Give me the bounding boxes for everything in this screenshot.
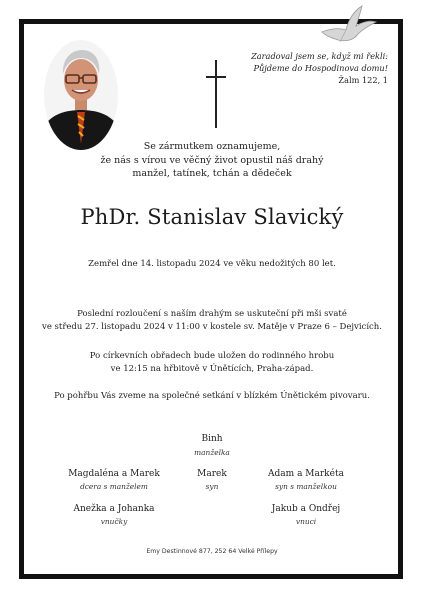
signatory-role: dcera s manželem (80, 482, 148, 491)
signatory-name: Anežka a Johanka (73, 504, 155, 514)
psalm-quote (218, 50, 388, 87)
signatory-name: Magdaléna a Marek (68, 469, 160, 479)
farewell-details (24, 308, 400, 334)
signatory-name: Jakub a Ondřej (271, 504, 341, 514)
footer-address: Emy Destinnové 877, 252 64 Velké Přílepy (146, 548, 278, 555)
intro-line-3: manžel, tatínek, tchán a dědeček (132, 168, 292, 179)
farewell-line-2: ve středu 27. listopadu 2024 v 11:00 v kostele sv. Matěje v Praze 6 – Dejvicích. (42, 322, 382, 332)
death-notice: Zemřel dne 14. listopadu 2024 ve věku nedožitých 80 let. (88, 259, 336, 269)
signatory-name: Marek (197, 469, 227, 479)
dove-icon (318, 2, 378, 50)
signatory-role: vnučky (100, 517, 128, 526)
burial-details (24, 350, 400, 376)
signatory-name: Binh (201, 434, 223, 444)
deceased-name: PhDr. Stanislav Slavický (80, 205, 344, 229)
intro-line-2: že nás s vírou ve věčný život opustil náš drahý (100, 154, 324, 166)
quote-reference: Žalm 122, 1 (338, 75, 388, 86)
signatory-role: manželka (194, 448, 230, 457)
farewell-line-1: Poslední rozloučení s naším drahým se uskuteční při mši svaté (77, 309, 347, 319)
burial-line-2: ve 12:15 na hřbitově v Únětících, Praha-západ. (110, 364, 314, 374)
signatory-role: syn s manželkou (275, 482, 337, 491)
wake-invitation: Po pohřbu Vás zveme na společné setkání v blízkém Únětickém pivovaru. (54, 391, 370, 401)
quote-line-2: Půjdeme do Hospodinova domu! (253, 63, 388, 74)
signatory-role: vnuci (295, 517, 317, 526)
quote-line-1: Zaradoval jsem se, když mi řekli: (251, 51, 388, 61)
burial-line-1: Po církevních obřadech bude uložen do rodinného hrobu (89, 351, 335, 361)
intro-line-1: Se zármutkem oznamujeme, (143, 141, 281, 152)
signatory-role: syn (205, 482, 219, 491)
portrait-photo (44, 40, 118, 150)
announcement-intro (24, 140, 400, 181)
signatory-name: Adam a Markéta (268, 469, 344, 479)
